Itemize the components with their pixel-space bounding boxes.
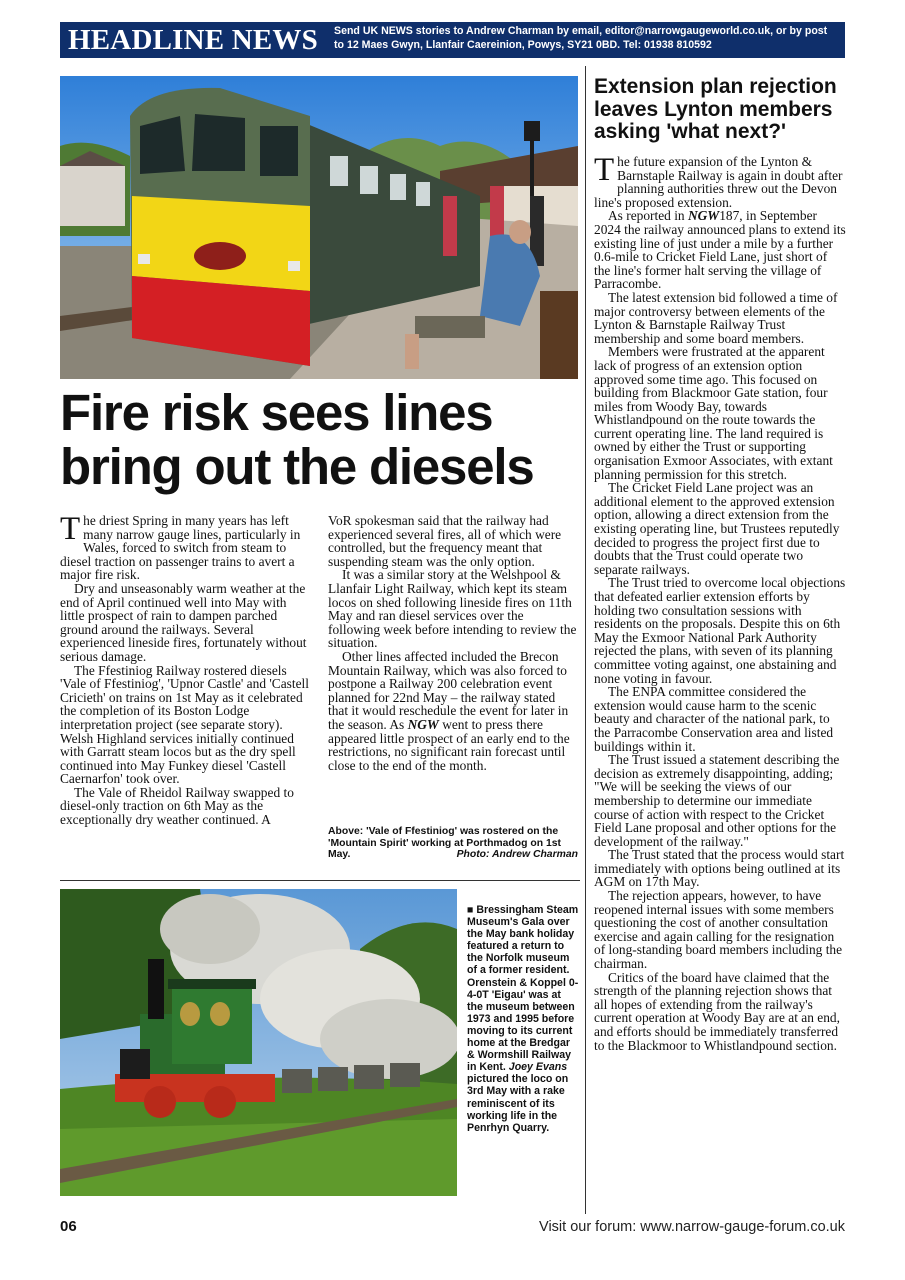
paragraph-text: Other lines affected included the Brecon Mountain Railway, which was also forced to postpone a Railway 200 celebration event planned for 22nd May – the railway stated that it would reschedule the event for later in the season. As (328, 648, 569, 732)
bullet-icon: ■ (467, 904, 474, 916)
side-story-column (594, 152, 846, 1053)
photo-story-caption (467, 904, 579, 1134)
paragraph: The Trust issued a statement describing the decision as extremely disappointing, adding; "We will be seeking the views of our membership to determine our immediate course of action with respect to the Cricket Field Lane proposal and other options for the development of the railway." (594, 752, 840, 849)
steam-locomotive-photo (60, 889, 457, 1196)
paragraph: The Cricket Field Lane project was an additional element to the approved extension option, allowing a direct extension from the existing operating line, but Trustees reputedly decided to progress the project first due to doubts that the Trust could operate two separate railways. (594, 480, 840, 577)
caption-text: pictured the loco on 3rd May with a rake reminiscent of its working life in the Penrhyn Quarry. (467, 1073, 569, 1134)
paragraph: The latest extension bid followed a time of major controversy between elements of the Lynton & Barnstaple Railway Trust membership and some board members. (594, 289, 838, 346)
paragraph-text: 187, in September 2024 the railway announced plans to extend its existing line of just under a mile by a further 0.6-mile to Cricket Field Lane, just short of the line's former halt serving the village of Parracombe. (594, 208, 846, 292)
paragraph (594, 152, 846, 210)
paragraph-text: he future expansion of the Lynton & Barnstaple Railway is again in doubt after planning authorities threw out the Devon line's proposed extension. (594, 154, 843, 210)
photo-credit: Photo: Andrew Charman (456, 849, 578, 861)
drop-cap: T (60, 511, 81, 547)
paragraph: The ENPA committee considered the extension would cause harm to the scenic beauty and character of the national park, to the Parracombe Conservation area and listed buildings within it. (594, 684, 834, 754)
drop-cap: T (594, 152, 615, 188)
main-story-column-1 (60, 511, 310, 828)
paragraph-text: As reported in (608, 208, 688, 224)
paragraph: It was a similar story at the Welshpool & Llanfair Light Railway, which kept its steam locos on shed following lineside fires on 11th May and ran diesel services over the following week before intending to review the situation. (328, 567, 577, 651)
main-story-column-2 (328, 514, 578, 772)
magazine-abbrev: NGW (407, 716, 439, 732)
paragraph (594, 209, 846, 291)
magazine-abbrev: NGW (687, 208, 720, 224)
section-header-bar (60, 22, 845, 58)
paragraph: VoR spokesman said that the railway had experienced several fires, all of which were controlled, but the frequency meant that suspending steam was the only option. (328, 513, 562, 569)
caption-text: Bressingham Steam Museum's Gala over the May bank holiday featured a return to the Norfolk museum of a former resident. Orenstein & Koppel 0-4-0T 'Eigau' was at the museum between 1973 and 1995 before moving to its current home at the Bredgar & Wormshill Railway in Kent. (467, 904, 579, 1074)
paragraph: Dry and unseasonably warm weather at the end of April continued well into May with little prospect of rain to dampen parched ground around the railways. Several experienced lineside fires, fortunately without serious damage. (60, 580, 307, 664)
diesel-locomotive-photo (60, 76, 578, 379)
section-title: HEADLINE NEWS (68, 24, 318, 56)
photo-credit: Joey Evans (508, 1061, 568, 1074)
paragraph: Critics of the board have claimed that the strength of the planning rejection shows that all hopes of extending from the railway's current operation at Woody Bay are at an end, and efforts should be immediately transferred to the Blackmoor to Whistlandpound section. (594, 969, 840, 1053)
paragraph: The rejection appears, however, to have reopened internal issues with some members questioning the cost of another consultation exercise and again calling for the resignation of long-standing board members including the chairman. (594, 888, 843, 972)
paragraph (328, 650, 578, 772)
story-divider (60, 880, 580, 881)
submission-note: Send UK NEWS stories to Andrew Charman by email, editor@narrowgaugeworld.co.uk, or by post to 12 Maes Gwyn, Llanfair Caereinion, Powys, SY21 0BD. Tel: 01938 810592 (334, 25, 828, 51)
caption-text: Above: 'Vale of Ffestiniog' was rostered on the 'Mountain Spirit' working at Porthmadog on 1st May. (328, 826, 561, 861)
paragraph-text: he driest Spring in many years has left many narrow gauge lines, particularly in Wales, forced to switch from steam to diesel traction on passenger trains to avert a major fire risk. (60, 513, 301, 583)
main-headline: Fire risk sees lines bring out the diesels (60, 384, 534, 495)
photo-caption (328, 826, 578, 861)
side-story-headline: Extension plan rejection leaves Lynton members asking 'what next?' (594, 75, 837, 143)
page-number: 06 (60, 1218, 77, 1235)
forum-link[interactable]: Visit our forum: www.narrow-gauge-forum.co.uk (539, 1219, 845, 1235)
column-divider (585, 66, 586, 1214)
paragraph: Members were frustrated at the apparent lack of progress of an extension option approved some time ago. This focused on building from Blackmoor Gate station, four miles from Woody Bay, towards Whistlandpound on the route towards the current operating line. The land required is owned by either the Trust or supporting organisation Exmoor Associates, with extant planning permission for this stretch. (594, 344, 833, 482)
paragraph: The Vale of Rheidol Railway swapped to diesel-only traction on 6th May as the exceptionally dry weather continued. A (60, 784, 294, 828)
paragraph-text: went to press there appeared little prospect of an early end to the restrictions, no significant rain forecast until close to the end of the month. (328, 716, 570, 773)
paragraph: The Trust tried to overcome local objections that defeated earlier extension efforts by holding two consultation sessions with residents on the proposals. Despite this on 6th May the Exmoor National Park Authority rejected the plans, with seven of its planning committee voting against, one abstaining and none voting in favour. (594, 575, 846, 686)
paragraph: The Ffestiniog Railway rostered diesels 'Vale of Ffestiniog', 'Upnor Castle' and 'Castell Cricieth' on trains on 1st May as it celebrated the completion of its Boston Lodge interpretation project (see separate story). Welsh Highland services initially continued with Garratt steam locos but as the dry spell continued into May Funkey diesel 'Castell Caernarfon' took over. (60, 662, 309, 787)
paragraph (60, 511, 310, 583)
paragraph: The Trust stated that the process would start immediately with options being outlined at its AGM on 17th May. (594, 847, 845, 890)
